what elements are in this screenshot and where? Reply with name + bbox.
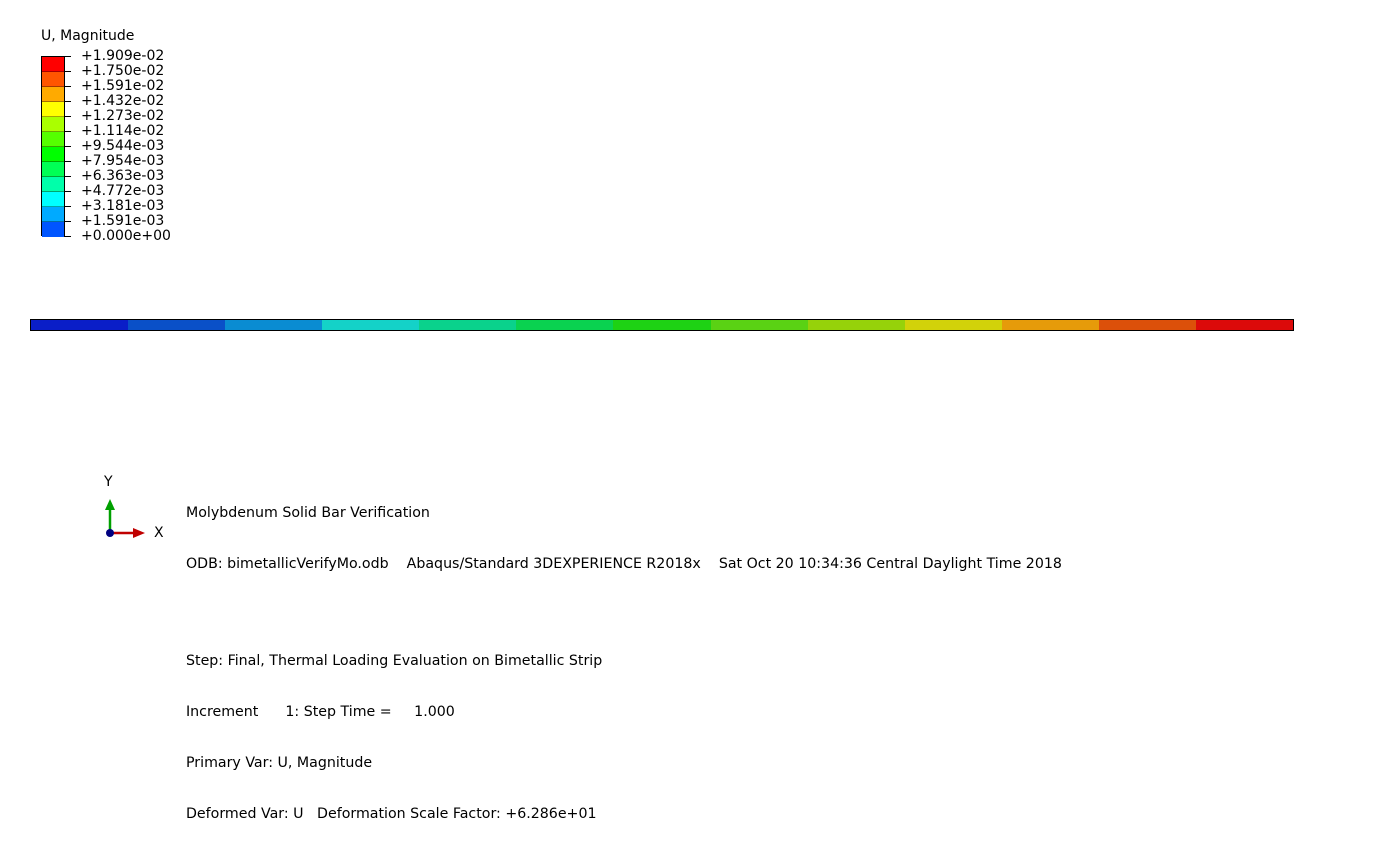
legend-tick-label: +0.000e+00 — [81, 228, 171, 244]
legend-tick-label: +1.114e-02 — [81, 123, 165, 139]
bar-element-band — [31, 320, 128, 330]
coordinate-triad — [95, 474, 175, 544]
legend-swatch — [42, 132, 64, 147]
legend-tick-mark — [64, 101, 71, 102]
legend-swatch — [42, 117, 64, 132]
legend-swatch — [42, 57, 64, 72]
viewport-info-block — [186, 471, 1062, 857]
primary-var-text: Primary Var: U, Magnitude — [186, 755, 373, 771]
legend-tick-label: +1.273e-02 — [81, 108, 165, 124]
legend-tick-label: +3.181e-03 — [81, 198, 165, 214]
bar-element-band — [322, 320, 419, 330]
triad-y-arrowhead — [105, 499, 115, 510]
legend-swatch — [42, 102, 64, 117]
legend-swatch — [42, 162, 64, 177]
bar-element-band — [613, 320, 710, 330]
legend-tick-label: +1.591e-02 — [81, 78, 165, 94]
bar-element-band — [128, 320, 225, 330]
odb-info-text: ODB: bimetallicVerifyMo.odb Abaqus/Standard 3DEXPERIENCE R2018x Sat Oct 20 10:34:36 Central Daylight Time 2018 — [186, 556, 1062, 572]
legend-tick-mark — [64, 56, 71, 57]
legend-tick-label: +6.363e-03 — [81, 168, 165, 184]
legend-tick-label: +1.909e-02 — [81, 48, 165, 64]
step-text: Step: Final, Thermal Loading Evaluation on Bimetallic Strip — [186, 653, 603, 669]
triad-x-label: X — [154, 525, 164, 541]
legend-tick-mark — [64, 236, 71, 237]
legend-swatch — [42, 87, 64, 102]
bar-element-band — [1099, 320, 1196, 330]
legend-tick-mark — [64, 116, 71, 117]
legend-tick-mark — [64, 146, 71, 147]
triad-origin — [106, 529, 114, 537]
bar-element-band — [516, 320, 613, 330]
legend-tick-label: +9.544e-03 — [81, 138, 165, 154]
legend-tick-label: +4.772e-03 — [81, 183, 165, 199]
bar-element-band — [1002, 320, 1099, 330]
legend-tick-mark — [64, 191, 71, 192]
legend-swatch — [42, 177, 64, 192]
bar-element-band — [225, 320, 322, 330]
bar-element-band — [711, 320, 808, 330]
triad-x-arrowhead — [133, 528, 145, 538]
legend-tick-mark — [64, 131, 71, 132]
legend-tick-mark — [64, 71, 71, 72]
legend-tick-mark — [64, 206, 71, 207]
legend-color-bar — [41, 56, 65, 236]
legend-title: U, Magnitude — [41, 28, 135, 44]
deformed-var-text: Deformed Var: U Deformation Scale Factor: +6.286e+01 — [186, 806, 597, 822]
legend-tick — [64, 228, 224, 251]
legend-swatch — [42, 207, 64, 222]
legend-tick-mark — [64, 176, 71, 177]
bar-element-band — [419, 320, 516, 330]
legend-tick-label: +7.954e-03 — [81, 153, 165, 169]
legend-tick-label: +1.591e-03 — [81, 213, 165, 229]
legend-tick-label: +1.432e-02 — [81, 93, 165, 109]
legend-swatch — [42, 72, 64, 87]
bar-model[interactable] — [30, 319, 1294, 331]
bar-element-band — [905, 320, 1002, 330]
legend-tick-mark — [64, 221, 71, 222]
bar-element-band — [1196, 320, 1293, 330]
legend-tick-mark — [64, 161, 71, 162]
legend-swatch — [42, 192, 64, 207]
bar-element-band — [808, 320, 905, 330]
legend-tick-mark — [64, 86, 71, 87]
model-name-text: Molybdenum Solid Bar Verification — [186, 505, 430, 521]
triad-y-label: Y — [104, 474, 113, 490]
legend-swatch — [42, 147, 64, 162]
increment-text: Increment 1: Step Time = 1.000 — [186, 704, 455, 720]
legend-swatch — [42, 222, 64, 237]
legend-tick-label: +1.750e-02 — [81, 63, 165, 79]
